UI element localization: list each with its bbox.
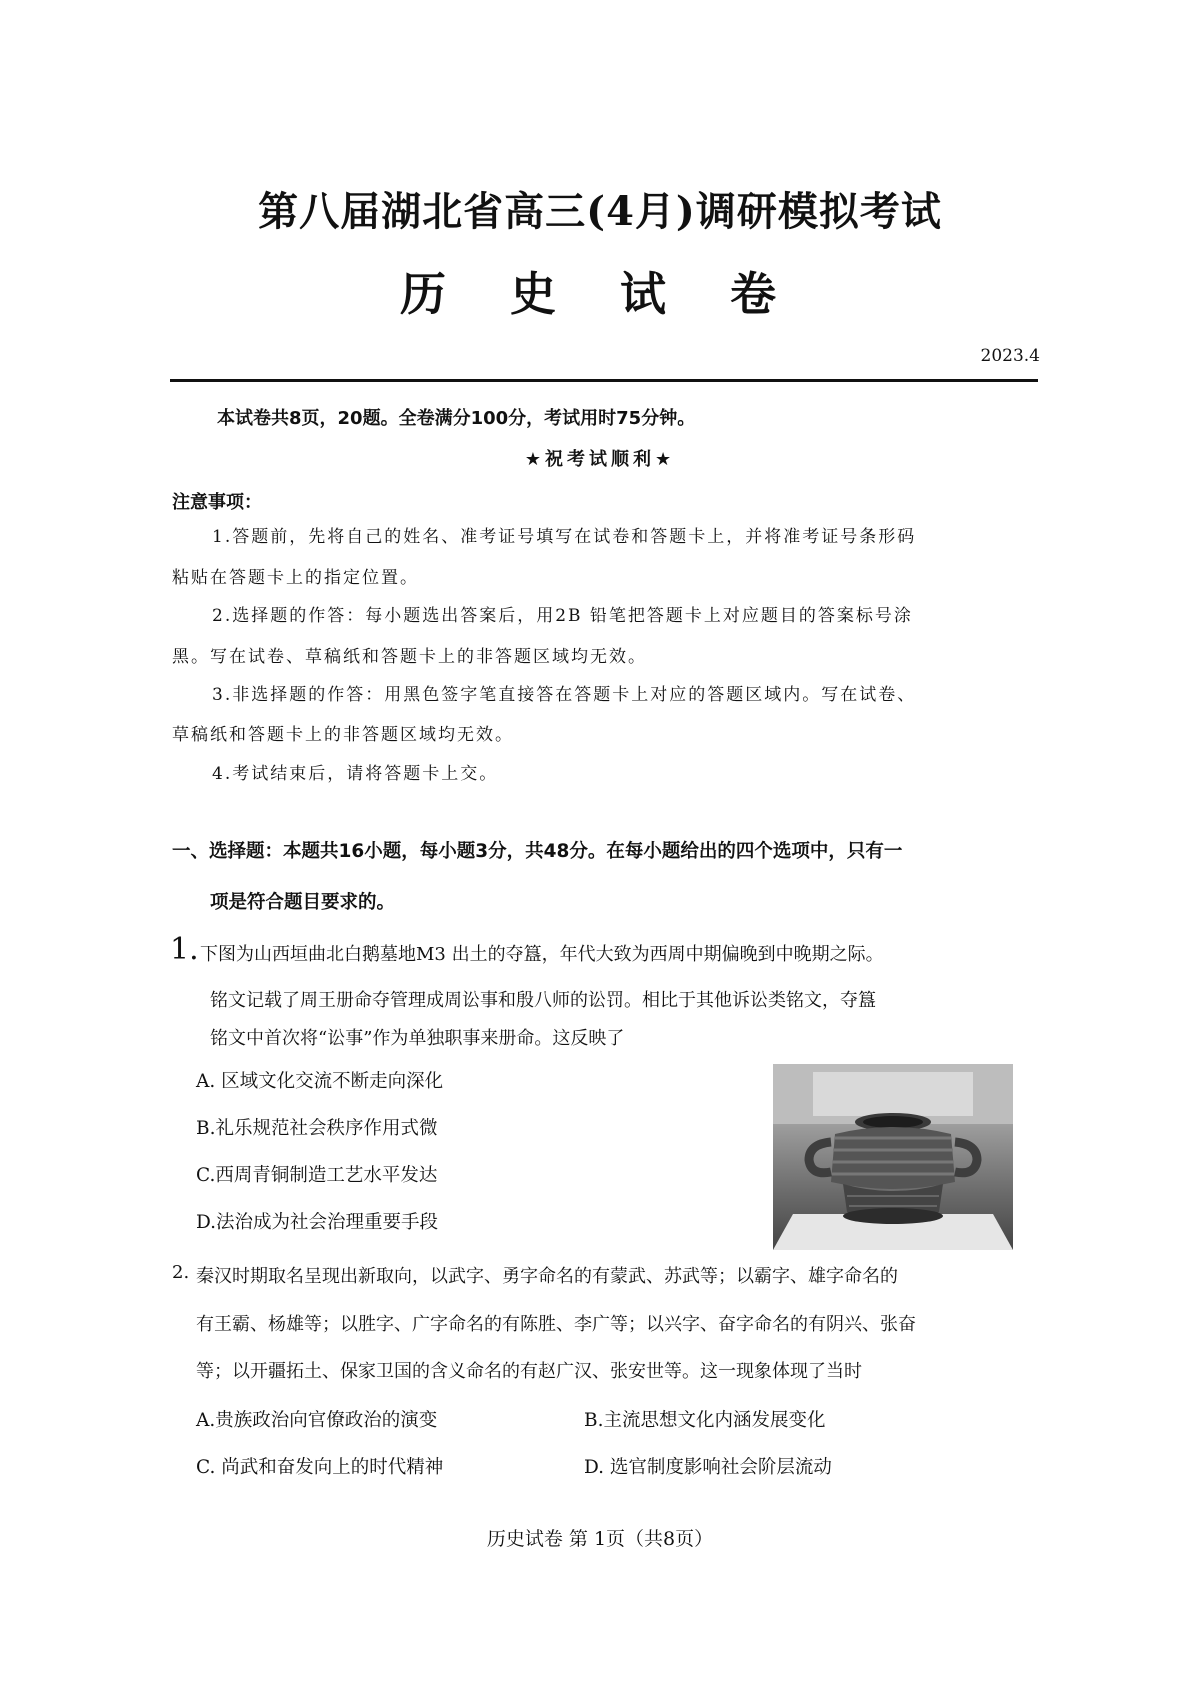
notice-item-2-line-1: 2.选择题的作答：每小题选出答案后，用2B 铅笔把答题卡上对应题目的答案标号涂 bbox=[212, 606, 913, 626]
subject-title: 历 史 试 卷 bbox=[399, 267, 801, 321]
question-2-number: 2. bbox=[172, 1262, 190, 1283]
question-1-line-2: 铭文记载了周王册命夺管理成周讼事和殷八师的讼罚。相比于其他诉讼类铭文，夺簋 bbox=[210, 990, 876, 1011]
section-heading-line-1: 一、选择题：本题共16小题，每小题3分，共48分。在每小题给出的四个选项中，只有一 bbox=[172, 841, 903, 862]
question-2-option-b: B.主流思想文化内涵发展变化 bbox=[584, 1410, 826, 1431]
notice-item-1-line-1: 1.答题前，先将自己的姓名、准考证号填写在试卷和答题卡上，并将准考证号条形码 bbox=[212, 527, 917, 547]
question-2-option-d: D. 选官制度影响社会阶层流动 bbox=[584, 1457, 832, 1478]
question-2-line-2: 有王霸、杨雄等；以胜字、广字命名的有陈胜、李广等；以兴字、奋字命名的有阴兴、张奋 bbox=[196, 1314, 916, 1335]
header-rule bbox=[170, 379, 1038, 382]
bronze-gui-photo bbox=[773, 1064, 1013, 1250]
question-1-option-d: D.法治成为社会治理重要手段 bbox=[196, 1212, 439, 1233]
question-1-line-3: 铭文中首次将“讼事”作为单独职事来册命。这反映了 bbox=[210, 1028, 625, 1049]
question-2-option-a: A.贵族政治向官僚政治的演变 bbox=[196, 1410, 438, 1431]
exam-title: 第八届湖北省高三(4月)调研模拟考试 bbox=[258, 188, 942, 235]
bronze-vessel-icon bbox=[773, 1064, 1013, 1250]
question-1-line-1: 下图为山西垣曲北白鹅墓地M3 出土的夺簋，年代大致为西周中期偏晚到中晚期之际。 bbox=[200, 944, 884, 965]
notice-item-1-line-2: 粘贴在答题卡上的指定位置。 bbox=[172, 568, 419, 588]
question-2-option-c: C. 尚武和奋发向上的时代精神 bbox=[196, 1457, 444, 1478]
question-1-option-b: B.礼乐规范社会秩序作用式微 bbox=[196, 1118, 438, 1139]
question-2-line-3: 等；以开疆拓土、保家卫国的含义命名的有赵广汉、张安世等。这一现象体现了当时 bbox=[196, 1361, 862, 1382]
notice-heading: 注意事项： bbox=[172, 492, 262, 513]
notice-item-2-line-2: 黑。写在试卷、草稿纸和答题卡上的非答题区域均无效。 bbox=[172, 647, 647, 667]
page-footer: 历史试卷 第 1页（共8页） bbox=[486, 1528, 714, 1550]
notice-item-3-line-2: 草稿纸和答题卡上的非答题区域均无效。 bbox=[172, 725, 514, 745]
notice-item-3-line-1: 3.非选择题的作答：用黑色签字笔直接答在答题卡上对应的答题区域内。写在试卷、 bbox=[212, 685, 917, 705]
exam-info: 本试卷共8页，20题。全卷满分100分，考试用时75分钟。 bbox=[217, 408, 696, 429]
section-heading-line-2: 项是符合题目要求的。 bbox=[210, 892, 396, 913]
exam-date: 2023.4 bbox=[980, 346, 1040, 366]
question-1-option-c: C.西周青铜制造工艺水平发达 bbox=[196, 1165, 438, 1186]
question-2-line-1: 秦汉时期取名呈现出新取向，以武字、勇字命名的有蒙武、苏武等；以霸字、雄字命名的 bbox=[196, 1266, 898, 1287]
question-1-option-a: A. 区域文化交流不断走向深化 bbox=[196, 1071, 444, 1092]
good-luck-line: ★祝考试顺利★ bbox=[524, 449, 676, 470]
notice-item-4: 4.考试结束后，请将答题卡上交。 bbox=[212, 764, 499, 784]
question-1-number: 1. bbox=[170, 932, 199, 967]
